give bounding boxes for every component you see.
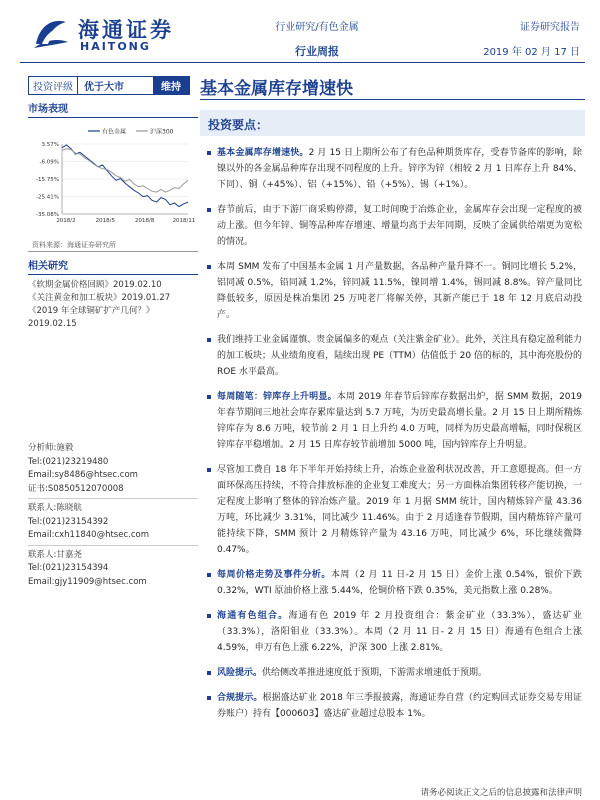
- analyst-contacts: [28, 442, 198, 589]
- related-report[interactable]: 2019.02.15: [28, 319, 77, 329]
- report-type: 行业周报: [295, 45, 339, 58]
- series-line: [62, 149, 188, 192]
- investment-highlights-banner: [200, 110, 585, 136]
- report-label: 证券研究报告: [520, 22, 580, 33]
- legend-label: 沪深300: [150, 128, 174, 136]
- contact-line: 联系人:陈晓航: [28, 503, 82, 513]
- contact-line: Tel:(021)23154394: [28, 563, 109, 573]
- y-tick-label: -6.09%: [39, 159, 59, 166]
- highlight-bullet: [207, 608, 582, 656]
- highlight-bullet: [207, 665, 582, 681]
- related-section: [28, 257, 198, 331]
- contact-line[interactable]: Email:gjy11909@htsec.com: [28, 576, 147, 587]
- bullet-heading: 每周价格走势及事件分析。: [217, 570, 331, 580]
- logo-english-name: HAITONG: [80, 40, 151, 53]
- bullet-text: 供给侧改革推进速度低于预期，下游需求增速低于预期。: [262, 668, 488, 678]
- contact-line[interactable]: Email:sy8486@htsec.com: [28, 470, 138, 480]
- bullet-text: 本周 SMM 发布了中国基本金属 1 月产量数据，各品种产量升降不一。铜同比增长 5.2%，铝同减 0.5%，铅同减 1.2%，锌同减 11.5%，镍同增 1.4%，锡同减 8.8%。锌产量同比降低较多，原因是株冶集团 25 万吨老厂将解关停，其新产能已于 18 年 12 月底启动投产。: [217, 262, 582, 320]
- contact-line: Tel:(021)23219480: [28, 456, 109, 467]
- legend-label: 有色金属: [102, 128, 127, 136]
- disclaimer-footer: 请务必阅读正文之后的信息披露和法律声明: [420, 788, 582, 798]
- related-heading: 相关研究: [28, 261, 68, 272]
- highlight-bullet: [207, 690, 582, 722]
- title-divider: [200, 99, 585, 100]
- contact-line: 联系人:甘嘉尧: [28, 549, 82, 560]
- rating-value: 优于大市: [84, 82, 124, 93]
- report-date: 2019 年 02 月 17 日: [483, 47, 580, 58]
- logo-chinese-name: 海通证券: [78, 17, 174, 42]
- x-tick-label: 2018/2: [56, 218, 76, 224]
- market-heading-rule: [28, 117, 198, 118]
- y-tick-label: -35.08%: [36, 212, 59, 218]
- related-report[interactable]: 《软期金属价格回顾》2019.02.10: [28, 280, 162, 290]
- bullet-heading: 海通有色组合。: [217, 611, 289, 621]
- related-report[interactable]: 《2019 年全球铜矿扩产几何？》: [28, 306, 155, 316]
- haitong-logo-icon: [30, 14, 70, 52]
- contact-line[interactable]: Email:cxh11840@htsec.com: [28, 530, 149, 540]
- report-title: 基本金属库存增速快: [200, 79, 353, 99]
- highlight-bullet: [207, 202, 582, 250]
- chart-divider: [28, 251, 198, 252]
- contact-divider: [28, 498, 198, 499]
- report-header: [0, 0, 600, 62]
- bullet-text: 根据盛达矿业 2018 年三季报披露，海通证券自营（约定购回式证券交易专用证券账户）持有【000603】盛达矿业超过总股本 1%。: [217, 693, 582, 719]
- investment-highlights-heading: 投资要点：: [208, 118, 269, 132]
- contact-line: 证书:S0850512070008: [28, 483, 124, 494]
- bullet-heading: 基本金属库存增速快。: [217, 148, 309, 158]
- bullet-text: 海通有色 2019 年 2 月投资组合：紫金矿业（33.3%），盛达矿业（33.3%），洛阳钼业（33.3%）。本周（2 月 11 日- 2 月 15 日）海通有色组合上涨 4.59%，申万有色上涨 6.22%，沪深 300 上涨 2.81%。: [217, 611, 582, 653]
- related-heading-rule: [28, 274, 198, 275]
- highlight-bullet: [207, 567, 582, 599]
- bullet-heading: 每周随笔：锌库存上升明显。: [217, 392, 337, 402]
- highlight-bullet: [207, 259, 582, 323]
- bullet-text: 春节前后，由于下游厂商采购停滞，复工时间晚于冶炼企业，金属库存会出现一定程度的被动上涨。但今年锌、铜等品种库存增速、增量均高于去年同期，反映了金属供给端更为宽松的情况。: [217, 205, 582, 247]
- bullet-text: 2 月 15 日上期所公布了有色品种期货库存，受春节备库的影响，除镍以外的各金属品种库存出现不同程度的上升。锌序为锌（相较 2 月 1 日库存上升 84%、下同）、铜（+45%）、铝（+15%）、铅（+5%）、锡（+1%）。: [217, 148, 582, 190]
- x-tick-label: 2018/11: [172, 218, 196, 224]
- bullet-text: 我们维持工业金属谨慎、贵金属偏多的观点（关注紫金矿业）。此外，关注具有稳定盈利能力的加工板块；从业绩角度看，陆续出现 PE（TTM）估值低于 20 倍的标的，其中海亮股份的 ROE 水平最高。: [217, 335, 582, 377]
- related-list: [28, 279, 198, 331]
- investment-highlights-body: [207, 145, 582, 731]
- rating-label: 投资评级: [29, 77, 78, 94]
- contact-line: 分析师:施毅: [28, 443, 74, 453]
- bullet-heading: 风险提示。: [217, 668, 263, 678]
- report-category: 行业研究/有色金属: [275, 22, 359, 33]
- rating-trend: 维持: [153, 77, 189, 94]
- y-tick-label: 3.57%: [41, 142, 59, 148]
- rating-bar: [28, 76, 190, 95]
- related-report[interactable]: 《关注黄金和加工板块》2019.01.27: [28, 293, 171, 303]
- x-tick-label: 2018/8: [134, 218, 155, 224]
- market-chart: [28, 124, 198, 234]
- bullet-text: 本周（2 月 11 日-2 月 15 日）金价上涨 0.54%，银价下跌 0.32%，WTI 原油价格上涨 5.44%，伦铜价格下跌 0.35%，美元指数上涨 0.28%。: [217, 570, 582, 596]
- contact-line: Tel:(021)23154392: [28, 516, 109, 527]
- x-tick-label: 2018/5: [95, 218, 116, 224]
- market-chart-svg: [28, 124, 198, 234]
- header-divider: [20, 62, 585, 63]
- contact-divider: [28, 545, 198, 546]
- y-tick-label: -15.75%: [36, 176, 59, 183]
- market-heading: 市场表现: [28, 104, 68, 115]
- market-section: [28, 100, 198, 118]
- y-tick-label: -25.41%: [36, 194, 59, 201]
- haitong-logo: [30, 12, 200, 54]
- bullet-heading: 合规提示。: [217, 693, 263, 703]
- highlight-bullet: [207, 332, 582, 380]
- bullet-text: 尽管加工费自 18 年下半年开始持续上升，冶炼企业盈利状况改善，开工意愿提高。但一方面环保高压持续，不符合排放标准的企业复工难度大；另一方面株冶集团转移产能切换，一定程度上影响了整体的锌冶炼产量。2019 年 1 月据 SMM 统计，国内精炼锌产量 43.36 万吨，环比减少 3.31%，同比减少 11.46%。由于 2 月适逢春节假期，国内精炼锌产量可能持续下降，SMM 预计 2 月精炼锌产量为 43.16 万吨，同比减少 6%，环比继续微降 0.47%。: [217, 465, 582, 555]
- highlight-bullet: [207, 389, 582, 453]
- highlight-bullet: [207, 145, 582, 193]
- bullet-text: 本周 2019 年春节后锌库存数据出炉，据 SMM 数据，2019 年春节期间三地社会库存累库量达到 5.7 万吨，为历史最高增长量。2 月 15 日上期所精炼锌库存为 8.6 万吨，较节前 2 月 1 日上升约 4.0 万吨，同样为历史最高增幅，同时保税区锌库存平稳增加。2 月 15 日库存较节前增加 5000 吨，国内锌库存上升明显。: [217, 392, 582, 450]
- chart-source: 资料来源：海通证券研究所: [32, 241, 116, 249]
- highlight-bullet: [207, 462, 582, 558]
